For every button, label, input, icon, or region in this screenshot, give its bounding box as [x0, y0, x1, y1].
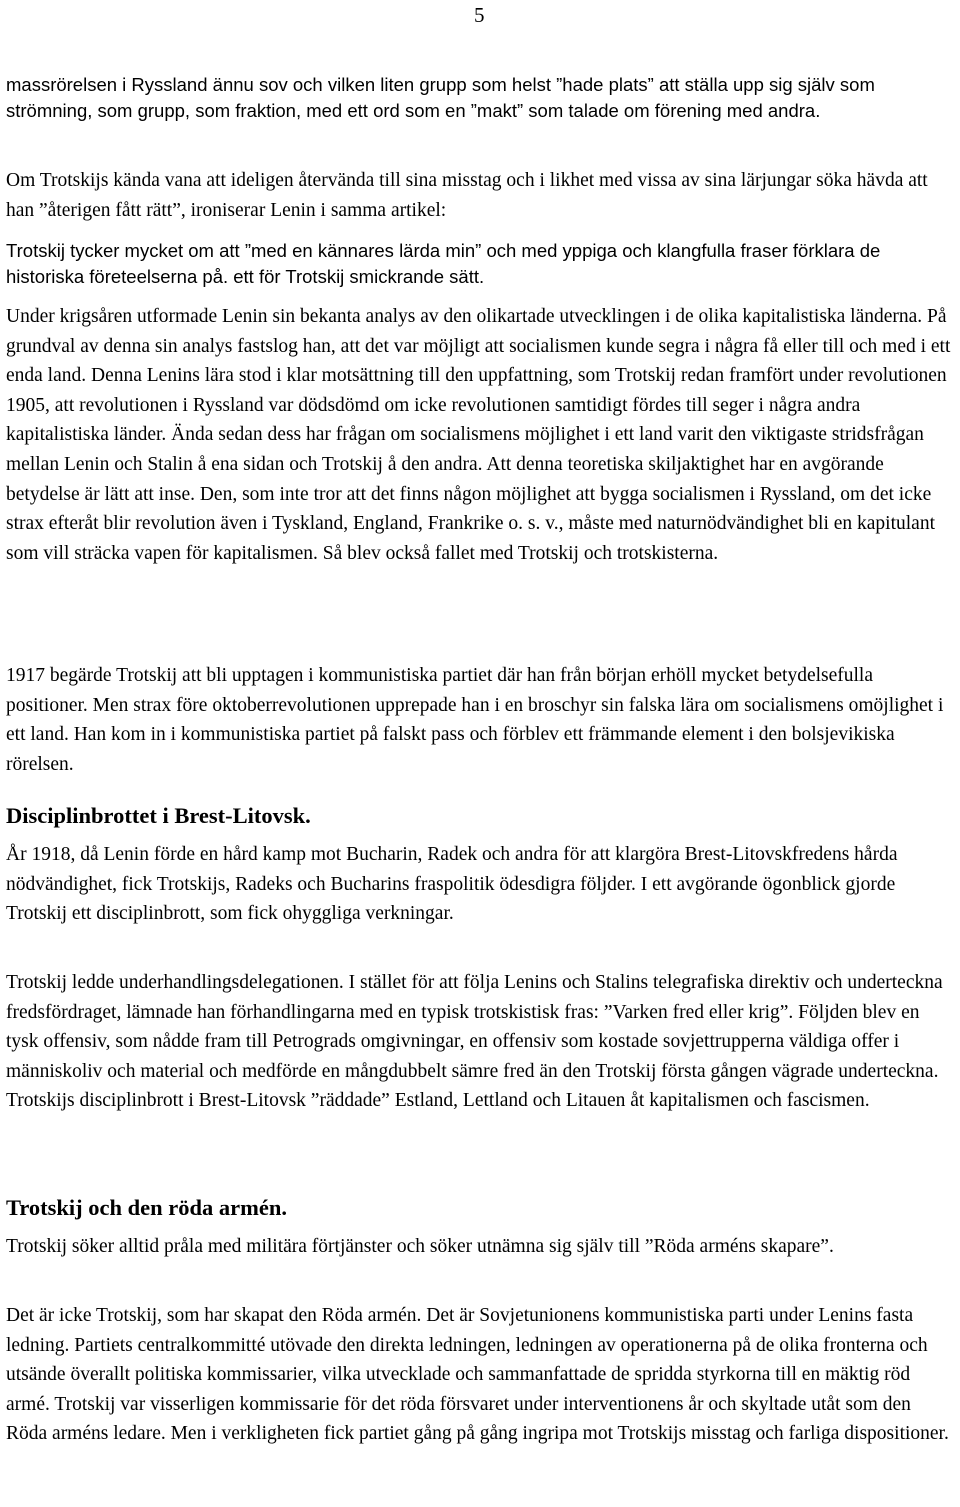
quote-paragraph-continued: massrörelsen i Ryssland ännu sov och vilken liten grupp som helst ”hade plats” att ställa upp sig själv som strömning, som grupp, som fraktion, med ett ord som en ”makt” som talade om förening med andra.	[6, 74, 875, 121]
page-number: 5	[474, 3, 485, 27]
paragraph-war-years-analysis: Under krigsåren utformade Lenin sin bekanta analys av den olikartade utvecklingen i de olika kapitalistiska länderna. På grundval av denna sin analys fastslog han, att det var möjligt att socialismen kunde segra i några få eller till och med i ett enda land. Denna Lenins lära stod i klar motsättning till den uppfattning, som Trotskij redan framfört under revolutionen 1905, att revolutionen i Ryssland var dödsdömd om icke revolutionen samtidigt fördes till seger i några andra kapitalistiska länder. Ända sedan dess har frågan om socialismens möjlighet i ett land varit den viktigaste stridsfrågan mellan Lenin och Stalin å ena sidan och Trotskij å den andra. Att denna teoretiska skiljaktighet har en avgörande betydelse är lätt att inse. Den, som inte tror att det finns någon möjlighet att bygga socialismen i Ryssland, om det icke strax efteråt blir revolution även i Tyskland, England, Frankrike o. s. v., måste med naturnödvändighet bli en kapitulant som vill sträcka vapen för kapitalismen. Så blev också fallet med Trotskij och trotskisterna.	[6, 306, 951, 564]
paragraph-delegation: Trotskij ledde underhandlingsdelegationen. I stället för att följa Lenins och Stalins telegrafiska direktiv och underteckna fredsfördraget, lämnade han förhandlingarna med en typisk trotskistisk fras: ”Varken fred eller krig”. Följden blev en tysk offensiv, som nådde fram till Petrograds omgivningar, en offensiv som kostade sovjettrupperna väldiga offer i människoliv och material och medförde en mångdubbelt sämre fred än den Trotskij första gången vägrade underteckna. Trotskijs disciplinbrott i Brest-Litovsk ”räddade” Estland, Lettland och Litauen åt kapitalismen och fascismen.	[6, 972, 943, 1112]
quote-lenin: Trotskij tycker mycket om att ”med en kännares lärda min” och med yppiga och klangfulla fraser förklara de historiska företeelserna på. ett för Trotskij smickrande sätt.	[6, 240, 881, 287]
paragraph-military-merits: Trotskij söker alltid pråla med militära förtjänster och söker utnämna sig själv till ”Röda arméns skapare”.	[6, 1236, 834, 1257]
section-heading-brest-litovsk: Disciplinbrottet i Brest-Litovsk.	[6, 803, 311, 828]
paragraph-lenin-ironizes: Om Trotskijs kända vana att ideligen återvända till sina misstag och i likhet med vissa av sina lärjungar söka hävda att han ”återigen fått rätt”, ironiserar Lenin i samma artikel:	[6, 170, 928, 221]
paragraph-party-created-army: Det är icke Trotskij, som har skapat den Röda armén. Det är Sovjetunionens kommunistiska parti under Lenins fasta ledning. Partiets centralkommitté utövade den direkta ledningen, ledningen av operationerna på de olika fronterna och utsände överallt politiska kommissarier, vilka utvecklade och sammanfattade de spridda styrkorna till en mäktig röd armé. Trotskij var visserligen kommissarie för det röda försvaret under interventionens år och skyltade utåt som den Röda arméns ledare. Men i verkligheten fick partiet gång på gång ingripa mot Trotskijs misstag och farliga dispositioner.	[6, 1305, 949, 1445]
paragraph-1918: År 1918, då Lenin förde en hård kamp mot Bucharin, Radek och andra för att klargöra Brest-Litovskfredens hårda nödvändighet, fick Trotskijs, Radeks och Bucharins fraspolitik ödesdigra följder. I ett avgörande ögonblick gjorde Trotskij ett disciplinbrott, som fick ohyggliga verkningar.	[6, 844, 898, 925]
paragraph-1917: 1917 begärde Trotskij att bli upptagen i kommunistiska partiet där han från början erhöll mycket betydelsefulla positioner. Men strax före oktoberrevolutionen upprepade han i en broschyr sin falska lära om socialismens omöjlighet i ett land. Han kom in i kommunistiska partiet på falskt pass och förblev ett främmande element i den bolsjevikiska rörelsen.	[6, 665, 944, 775]
section-heading-red-army: Trotskij och den röda armén.	[6, 1195, 288, 1220]
